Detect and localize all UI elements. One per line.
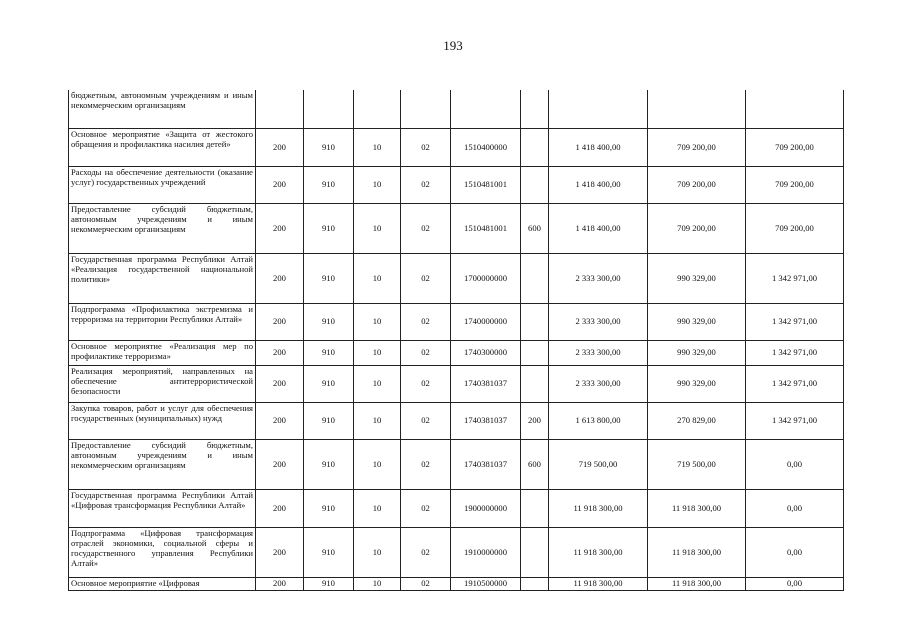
- cell-expense-type: [521, 166, 549, 203]
- cell-amount-3: 709 200,00: [746, 166, 844, 203]
- cell-amount-total: 1 418 400,00: [549, 128, 648, 166]
- cell-amount-2: 11 918 300,00: [648, 489, 746, 527]
- cell-amount-total: 11 918 300,00: [549, 489, 648, 527]
- item-name: Закупка товаров, работ и услуг для обеспечения государственных (муниципальных) нужд: [69, 402, 256, 439]
- cell-code-3: 10: [354, 402, 401, 439]
- cell-expense-type: [521, 340, 549, 365]
- cell-code-1: 200: [256, 203, 304, 253]
- cell-amount-3: 709 200,00: [746, 203, 844, 253]
- cell-amount-2: [648, 90, 746, 128]
- cell-expense-type: [521, 527, 549, 577]
- cell-amount-2: 11 918 300,00: [648, 527, 746, 577]
- cell-amount-2: 270 829,00: [648, 402, 746, 439]
- cell-amount-2: 990 329,00: [648, 303, 746, 340]
- cell-amount-2: 709 200,00: [648, 203, 746, 253]
- cell-code-2: 910: [304, 577, 354, 590]
- cell-target-code: 1700000000: [451, 253, 521, 303]
- cell-code-3: 10: [354, 203, 401, 253]
- cell-target-code: 1740300000: [451, 340, 521, 365]
- item-name: Основное мероприятие «Защита от жестокого обращения и профилактика насилия детей»: [69, 128, 256, 166]
- item-name: Подпрограмма «Цифровая трансформация отраслей экономики, социальной сферы и государственного управления Республики Алтай»: [69, 527, 256, 577]
- cell-code-1: 200: [256, 166, 304, 203]
- cell-target-code: 1510481001: [451, 203, 521, 253]
- cell-code-1: 200: [256, 365, 304, 402]
- cell-amount-3: [746, 90, 844, 128]
- cell-code-1: 200: [256, 253, 304, 303]
- cell-code-3: 10: [354, 340, 401, 365]
- cell-code-3: 10: [354, 365, 401, 402]
- cell-amount-2: 990 329,00: [648, 253, 746, 303]
- cell-code-2: 910: [304, 128, 354, 166]
- cell-code-3: 10: [354, 303, 401, 340]
- table-row: [69, 90, 844, 128]
- cell-amount-total: [549, 90, 648, 128]
- cell-code-2: 910: [304, 489, 354, 527]
- cell-target-code: 1910000000: [451, 527, 521, 577]
- cell-expense-type: 600: [521, 203, 549, 253]
- cell-expense-type: [521, 577, 549, 590]
- cell-amount-total: 2 333 300,00: [549, 303, 648, 340]
- table-row: [69, 166, 844, 203]
- table-row: [69, 128, 844, 166]
- cell-expense-type: [521, 128, 549, 166]
- cell-code-4: 02: [401, 303, 451, 340]
- cell-code-4: 02: [401, 365, 451, 402]
- item-name: Основное мероприятие «Реализация мер по профилактике терроризма»: [69, 340, 256, 365]
- cell-amount-total: 1 418 400,00: [549, 203, 648, 253]
- cell-code-1: [256, 90, 304, 128]
- cell-amount-3: 1 342 971,00: [746, 253, 844, 303]
- cell-amount-total: 719 500,00: [549, 439, 648, 489]
- item-name: Подпрограмма «Профилактика экстремизма и терроризма на территории Республики Алтай»: [69, 303, 256, 340]
- cell-expense-type: [521, 489, 549, 527]
- table-row: [69, 577, 844, 590]
- cell-amount-2: 719 500,00: [648, 439, 746, 489]
- cell-code-3: 10: [354, 166, 401, 203]
- cell-code-3: [354, 90, 401, 128]
- cell-code-2: 910: [304, 303, 354, 340]
- cell-expense-type: [521, 90, 549, 128]
- cell-amount-3: 1 342 971,00: [746, 365, 844, 402]
- cell-expense-type: [521, 303, 549, 340]
- cell-code-4: 02: [401, 166, 451, 203]
- cell-code-4: 02: [401, 253, 451, 303]
- cell-amount-total: 1 418 400,00: [549, 166, 648, 203]
- cell-target-code: 1740381037: [451, 439, 521, 489]
- cell-target-code: 1510481001: [451, 166, 521, 203]
- item-name: Расходы на обеспечение деятельности (оказание услуг) государственных учреждений: [69, 166, 256, 203]
- cell-amount-2: 11 918 300,00: [648, 577, 746, 590]
- item-name: Государственная программа Республики Алтай «Цифровая трансформация Республики Алтай»: [69, 489, 256, 527]
- cell-amount-2: 709 200,00: [648, 166, 746, 203]
- table-row: [69, 527, 844, 577]
- cell-amount-3: 0,00: [746, 527, 844, 577]
- cell-code-1: 200: [256, 340, 304, 365]
- cell-code-1: 200: [256, 489, 304, 527]
- item-name: бюджетным, автономным учреждениям и иным некоммерческим организациям: [69, 90, 256, 128]
- table-row: [69, 489, 844, 527]
- cell-amount-total: 2 333 300,00: [549, 365, 648, 402]
- cell-amount-total: 2 333 300,00: [549, 253, 648, 303]
- cell-code-2: 910: [304, 203, 354, 253]
- cell-target-code: 1910500000: [451, 577, 521, 590]
- cell-amount-total: 2 333 300,00: [549, 340, 648, 365]
- cell-code-3: 10: [354, 128, 401, 166]
- table-row: [69, 365, 844, 402]
- cell-code-2: 910: [304, 527, 354, 577]
- cell-amount-total: 1 613 800,00: [549, 402, 648, 439]
- cell-amount-total: 11 918 300,00: [549, 577, 648, 590]
- cell-amount-2: 990 329,00: [648, 365, 746, 402]
- table-row: [69, 402, 844, 439]
- table-row: [69, 303, 844, 340]
- cell-code-4: 02: [401, 489, 451, 527]
- cell-code-2: 910: [304, 402, 354, 439]
- cell-code-2: 910: [304, 166, 354, 203]
- cell-code-3: 10: [354, 489, 401, 527]
- cell-code-2: 910: [304, 365, 354, 402]
- cell-code-4: [401, 90, 451, 128]
- cell-code-1: 200: [256, 577, 304, 590]
- cell-code-1: 200: [256, 439, 304, 489]
- cell-amount-2: 709 200,00: [648, 128, 746, 166]
- page-number: 193: [443, 38, 463, 53]
- cell-code-3: 10: [354, 527, 401, 577]
- cell-target-code: 1740381037: [451, 365, 521, 402]
- cell-code-2: 910: [304, 439, 354, 489]
- cell-amount-3: 1 342 971,00: [746, 340, 844, 365]
- item-name: Основное мероприятие «Цифровая: [69, 577, 256, 590]
- item-name: Предоставление субсидий бюджетным, автономным учреждениям и иным некоммерческим организациям: [69, 203, 256, 253]
- cell-code-1: 200: [256, 128, 304, 166]
- cell-code-4: 02: [401, 340, 451, 365]
- cell-code-4: 02: [401, 128, 451, 166]
- cell-code-3: 10: [354, 577, 401, 590]
- cell-amount-2: 990 329,00: [648, 340, 746, 365]
- cell-target-code: 1510400000: [451, 128, 521, 166]
- cell-code-4: 02: [401, 203, 451, 253]
- cell-target-code: [451, 90, 521, 128]
- cell-amount-3: 0,00: [746, 577, 844, 590]
- item-name: Предоставление субсидий бюджетным, автономным учреждениям и иным некоммерческим организациям: [69, 439, 256, 489]
- cell-expense-type: [521, 365, 549, 402]
- cell-expense-type: 600: [521, 439, 549, 489]
- cell-code-4: 02: [401, 577, 451, 590]
- cell-target-code: 1740381037: [451, 402, 521, 439]
- cell-code-3: 10: [354, 439, 401, 489]
- cell-amount-3: 1 342 971,00: [746, 402, 844, 439]
- cell-code-2: [304, 90, 354, 128]
- table-row: [69, 253, 844, 303]
- table-row: [69, 439, 844, 489]
- budget-table: [68, 90, 844, 591]
- cell-code-4: 02: [401, 527, 451, 577]
- cell-target-code: 1900000000: [451, 489, 521, 527]
- cell-code-1: 200: [256, 402, 304, 439]
- table-row: [69, 340, 844, 365]
- cell-code-1: 200: [256, 303, 304, 340]
- cell-target-code: 1740000000: [451, 303, 521, 340]
- cell-code-2: 910: [304, 253, 354, 303]
- cell-amount-3: 709 200,00: [746, 128, 844, 166]
- cell-code-4: 02: [401, 439, 451, 489]
- cell-amount-3: 0,00: [746, 439, 844, 489]
- cell-code-1: 200: [256, 527, 304, 577]
- cell-expense-type: 200: [521, 402, 549, 439]
- cell-code-2: 910: [304, 340, 354, 365]
- table-row: [69, 203, 844, 253]
- cell-amount-total: 11 918 300,00: [549, 527, 648, 577]
- cell-expense-type: [521, 253, 549, 303]
- item-name: Государственная программа Республики Алтай «Реализация государственной национальной политики»: [69, 253, 256, 303]
- cell-amount-3: 0,00: [746, 489, 844, 527]
- cell-code-4: 02: [401, 402, 451, 439]
- item-name: Реализация мероприятий, направленных на обеспечение антитеррористической безопасности: [69, 365, 256, 402]
- cell-amount-3: 1 342 971,00: [746, 303, 844, 340]
- cell-code-3: 10: [354, 253, 401, 303]
